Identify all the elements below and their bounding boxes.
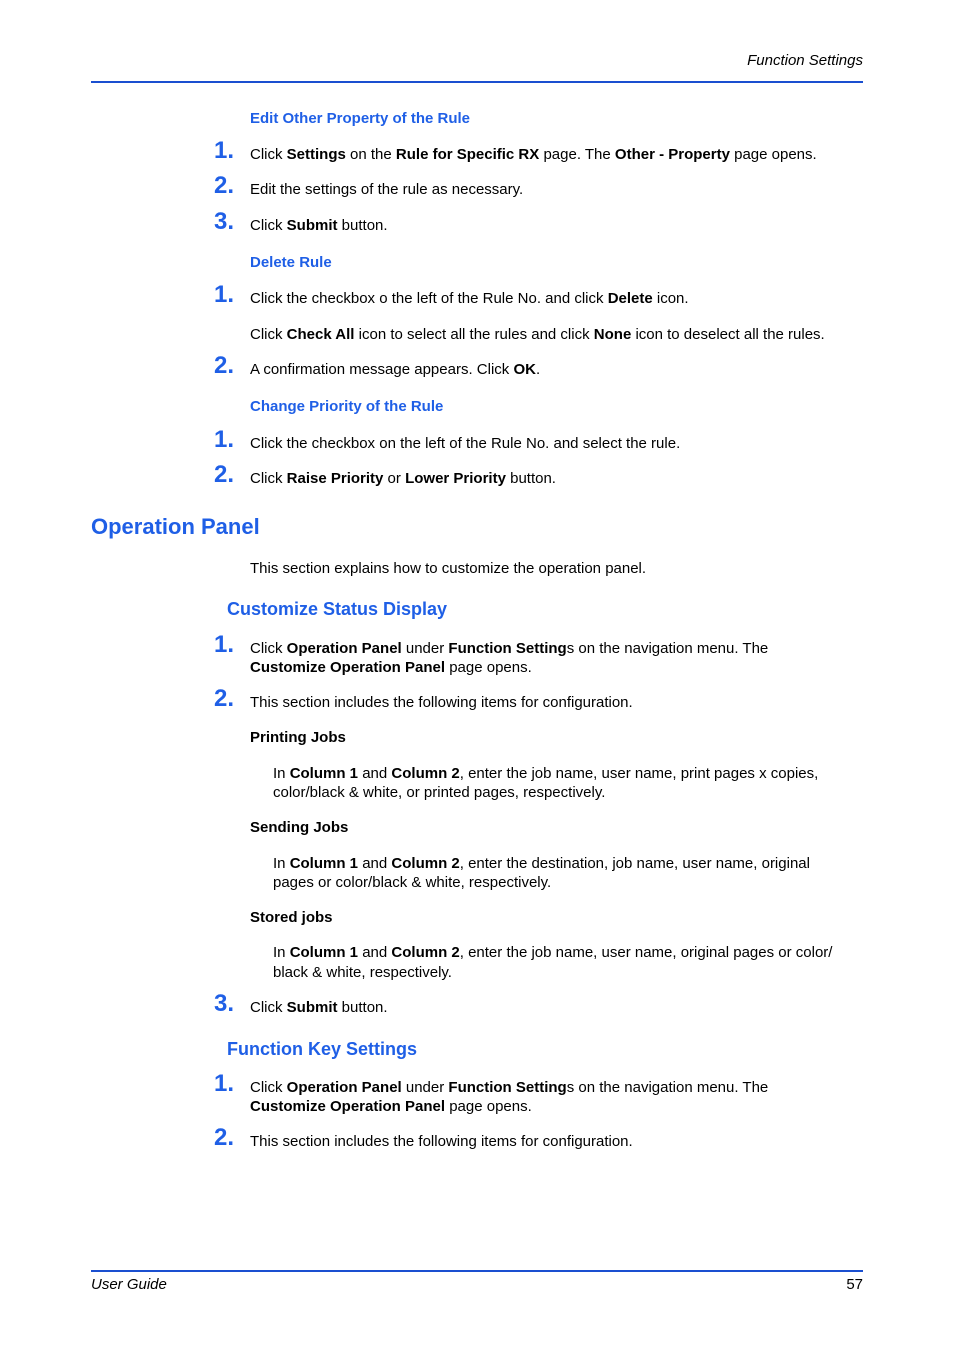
- function-key-heading: Function Key Settings: [227, 1039, 418, 1059]
- printing-jobs-label: Printing Jobs: [250, 729, 346, 746]
- page-number: 57: [846, 1276, 863, 1293]
- printing-jobs-line-2: color/black & white, or printed pages, respectively.: [273, 784, 606, 801]
- function-key-step-2: This section includes the following items for configuration.: [250, 1133, 633, 1150]
- step-number: 1.: [214, 137, 235, 164]
- footer-divider: [91, 1270, 863, 1272]
- step-number: 2.: [214, 461, 235, 488]
- sending-jobs-line-2: pages or color/black & white, respectively.: [273, 874, 552, 891]
- change-priority-step-2: Click Raise Priority or Lower Priority button.: [250, 470, 556, 487]
- edit-rule-heading: Edit Other Property of the Rule: [250, 110, 471, 127]
- step-number: 1.: [214, 426, 235, 453]
- edit-rule-step-2: Edit the settings of the rule as necessary.: [250, 181, 524, 198]
- customize-status-step-2: This section includes the following items for configuration.: [250, 694, 633, 711]
- step-number: 2.: [214, 685, 235, 712]
- sending-jobs-line-1: In Column 1 and Column 2, enter the destination, job name, user name, original: [273, 855, 810, 872]
- operation-panel-heading: Operation Panel: [91, 514, 260, 539]
- operation-panel-intro: This section explains how to customize the operation panel.: [250, 560, 647, 577]
- step-number: 1.: [214, 281, 235, 308]
- step-number: 2.: [214, 172, 235, 199]
- stored-jobs-line-1: In Column 1 and Column 2, enter the job name, user name, original pages or color/: [273, 944, 833, 961]
- function-key-step-1-line-2: Customize Operation Panel page opens.: [250, 1098, 532, 1115]
- delete-rule-note: Click Check All icon to select all the rules and click None icon to deselect all the rules.: [250, 326, 825, 343]
- delete-rule-step-1: Click the checkbox o the left of the Rule No. and click Delete icon.: [250, 290, 689, 307]
- function-key-step-1-line-1: Click Operation Panel under Function Settings on the navigation menu. The: [250, 1079, 769, 1096]
- step-number: 2.: [214, 352, 235, 379]
- step-number: 2.: [214, 1124, 235, 1151]
- step-number: 3.: [214, 990, 235, 1017]
- sending-jobs-label: Sending Jobs: [250, 819, 349, 836]
- edit-rule-step-3: Click Submit button.: [250, 217, 388, 234]
- customize-status-heading: Customize Status Display: [227, 599, 448, 619]
- footer-guide-title: User Guide: [91, 1276, 167, 1293]
- step-number: 1.: [214, 1070, 235, 1097]
- header-divider: [91, 81, 863, 83]
- step-number: 1.: [214, 631, 235, 658]
- delete-rule-step-2: A confirmation message appears. Click OK.: [250, 361, 541, 378]
- step-number: 3.: [214, 208, 235, 235]
- running-header: Function Settings: [747, 52, 863, 69]
- delete-rule-heading: Delete Rule: [250, 254, 332, 271]
- stored-jobs-line-2: black & white, respectively.: [273, 964, 452, 981]
- customize-status-step-3: Click Submit button.: [250, 999, 388, 1016]
- customize-status-step-1-line-1: Click Operation Panel under Function Settings on the navigation menu. The: [250, 640, 769, 657]
- change-priority-step-1: Click the checkbox on the left of the Rule No. and select the rule.: [250, 435, 681, 452]
- edit-rule-step-1: Click Settings on the Rule for Specific RX page. The Other - Property page opens.: [250, 146, 817, 163]
- customize-status-step-1-line-2: Customize Operation Panel page opens.: [250, 659, 532, 676]
- printing-jobs-line-1: In Column 1 and Column 2, enter the job name, user name, print pages x copies,: [273, 765, 819, 782]
- stored-jobs-label: Stored jobs: [250, 909, 333, 926]
- change-priority-heading: Change Priority of the Rule: [250, 398, 444, 415]
